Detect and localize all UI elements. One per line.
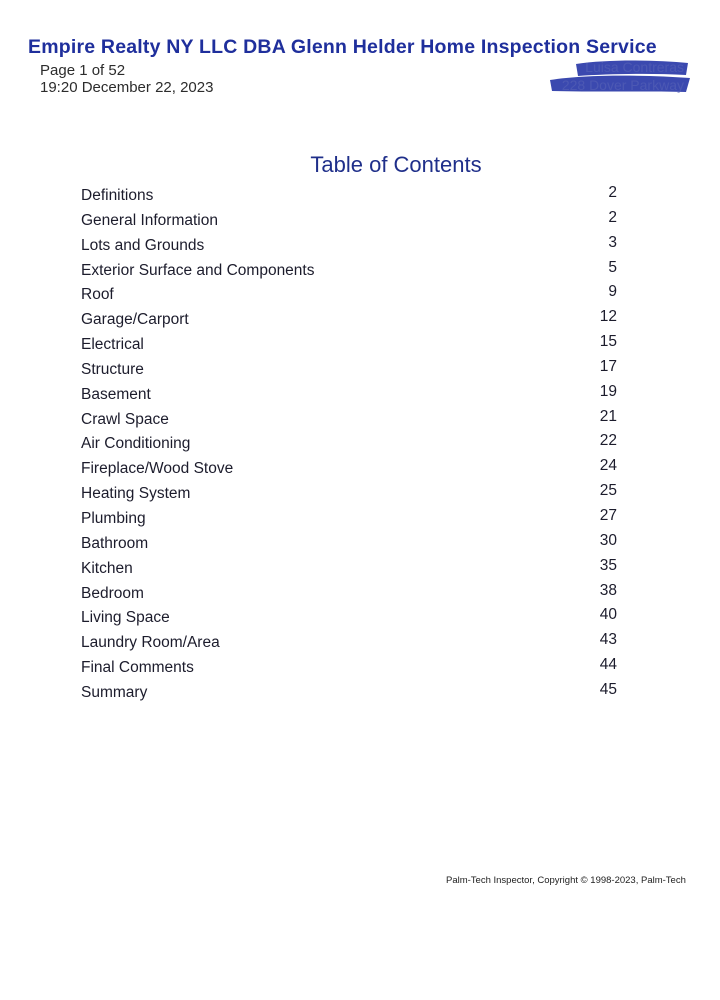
toc-entry[interactable] [81, 507, 617, 532]
toc-list [81, 184, 617, 706]
toc-entry[interactable] [81, 606, 617, 631]
toc-entry[interactable] [81, 681, 617, 706]
toc-entry[interactable] [81, 383, 617, 408]
toc-entry[interactable] [81, 184, 617, 209]
toc-entry-page: 12 [599, 308, 617, 326]
toc-entry-label: Electrical [81, 336, 144, 354]
toc-title: Table of Contents [310, 152, 482, 177]
toc-entry[interactable] [81, 408, 617, 433]
report-datetime: 19:20 December 22, 2023 [40, 79, 214, 96]
toc-entry-label: Garage/Carport [81, 311, 189, 329]
toc-entry[interactable] [81, 557, 617, 582]
toc-entry-label: Air Conditioning [81, 435, 191, 453]
toc-entry[interactable] [81, 432, 617, 457]
toc-entry[interactable] [81, 283, 617, 308]
toc-entry-page: 44 [599, 656, 617, 674]
toc-entry-label: Kitchen [81, 559, 133, 577]
toc-entry-page: 24 [599, 457, 617, 475]
toc-entry-page: 38 [599, 581, 617, 599]
toc-entry-page: 15 [599, 333, 617, 351]
toc-entry-page: 27 [599, 506, 617, 524]
toc-entry-page: 30 [599, 531, 617, 549]
toc-entry[interactable] [81, 482, 617, 507]
toc-entry-label: Exterior Surface and Components [81, 261, 315, 279]
toc-entry-page: 45 [599, 680, 617, 698]
toc-entry[interactable] [81, 333, 617, 358]
toc-entry-page: 21 [599, 407, 617, 425]
toc-entry-label: Final Comments [81, 659, 194, 677]
toc-entry-label: Fireplace/Wood Stove [81, 460, 234, 478]
toc-entry-page: 9 [608, 283, 617, 301]
toc-entry-label: Roof [81, 286, 114, 304]
company-name: Empire Realty NY LLC DBA Glenn Helder Home Inspection Service [28, 36, 657, 58]
toc-entry-label: Bathroom [81, 534, 149, 552]
toc-entry-label: Heating System [81, 485, 191, 503]
toc-entry-label: Basement [81, 385, 151, 403]
toc-entry[interactable] [81, 358, 617, 383]
copyright-footer: Palm-Tech Inspector, Copyright © 1998-2023, Palm-Tech [446, 875, 686, 886]
toc-entry[interactable] [81, 582, 617, 607]
toc-entry[interactable] [81, 457, 617, 482]
client-address: 228 Dover Parkway [561, 77, 684, 93]
toc-entry[interactable] [81, 209, 617, 234]
toc-entry-page: 19 [599, 382, 617, 400]
toc-entry[interactable] [81, 631, 617, 656]
toc-entry-page: 2 [608, 208, 617, 226]
toc-entry-page: 25 [599, 482, 617, 500]
toc-entry-page: 40 [599, 606, 617, 624]
toc-entry-label: Laundry Room/Area [81, 634, 220, 652]
toc-entry-page: 22 [599, 432, 617, 450]
toc-entry-page: 17 [599, 357, 617, 375]
toc-entry-label: Definitions [81, 187, 154, 204]
toc-entry-page: 5 [608, 258, 617, 276]
report-meta [40, 62, 213, 96]
toc-entry[interactable] [81, 308, 617, 333]
toc-entry-label: Plumbing [81, 509, 146, 527]
toc-entry-label: Lots and Grounds [81, 236, 205, 254]
redacted-client-info [548, 58, 692, 94]
toc-entry-page: 3 [608, 233, 617, 251]
toc-entry-label: Bedroom [81, 584, 144, 602]
toc-entry-label: Structure [81, 360, 144, 378]
client-name: Luisa Contreras [585, 59, 684, 75]
toc-entry[interactable] [81, 532, 617, 557]
toc-entry-label: Living Space [81, 609, 170, 627]
toc-entry-page: 43 [599, 631, 617, 649]
toc-entry-label: Crawl Space [81, 410, 169, 428]
toc-entry-label: Summary [81, 683, 148, 701]
toc-entry[interactable] [81, 234, 617, 259]
toc-entry-page: 35 [599, 556, 617, 574]
toc-entry[interactable] [81, 259, 617, 284]
toc-entry-page: 2 [608, 184, 617, 201]
page-info: Page 1 of 52 [40, 62, 126, 79]
toc-entry-label: General Information [81, 211, 218, 229]
toc-entry[interactable] [81, 656, 617, 681]
